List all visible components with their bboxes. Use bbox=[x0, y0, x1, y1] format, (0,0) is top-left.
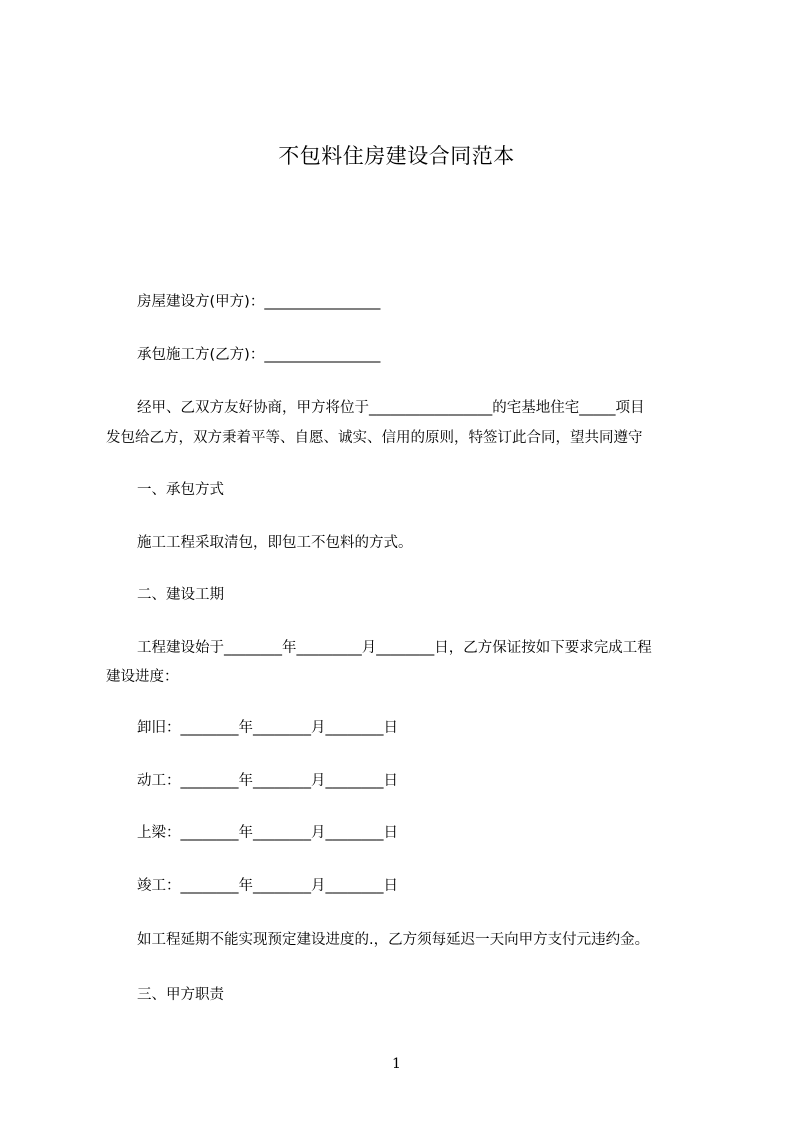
schedule-start: 动工：________年________月________日 bbox=[137, 773, 398, 789]
intro-line-1: 经甲、乙双方友好协商，甲方将位于_________________的宅基地住宅_____项目 bbox=[137, 400, 645, 416]
page-number: 1 bbox=[392, 1056, 401, 1072]
schedule-demolish: 卸旧：________年________月________日 bbox=[137, 720, 398, 736]
document-title: 不包料住房建设合同范本 bbox=[278, 144, 515, 168]
party-b-line: 承包施工方(乙方)：________________ bbox=[137, 347, 381, 363]
section-1-body: 施工工程采取清包，即包工不包料的方式。 bbox=[137, 535, 413, 551]
section-2-heading: 二、建设工期 bbox=[137, 587, 224, 603]
delay-clause: 如工程延期不能实现预定建设进度的.，乙方须每延迟一天向甲方支付元违约金。 bbox=[137, 932, 650, 948]
intro-line-2: 发包给乙方，双方秉着平等、自愿、诚实、信用的原则，特签订此合同，望共同遵守 bbox=[106, 430, 643, 446]
section-2-body-line-1: 工程建设始于________年_________月________日，乙方保证按如下要求完成工程 bbox=[137, 640, 652, 656]
schedule-complete: 竣工：________年________月________日 bbox=[137, 878, 398, 894]
section-1-heading: 一、承包方式 bbox=[137, 482, 224, 498]
section-2-body-line-2: 建设进度： bbox=[106, 669, 179, 685]
section-3-heading: 三、甲方职责 bbox=[137, 987, 224, 1003]
party-a-line: 房屋建设方(甲方)：________________ bbox=[137, 294, 381, 310]
schedule-beam: 上梁：________年________月________日 bbox=[137, 825, 398, 841]
